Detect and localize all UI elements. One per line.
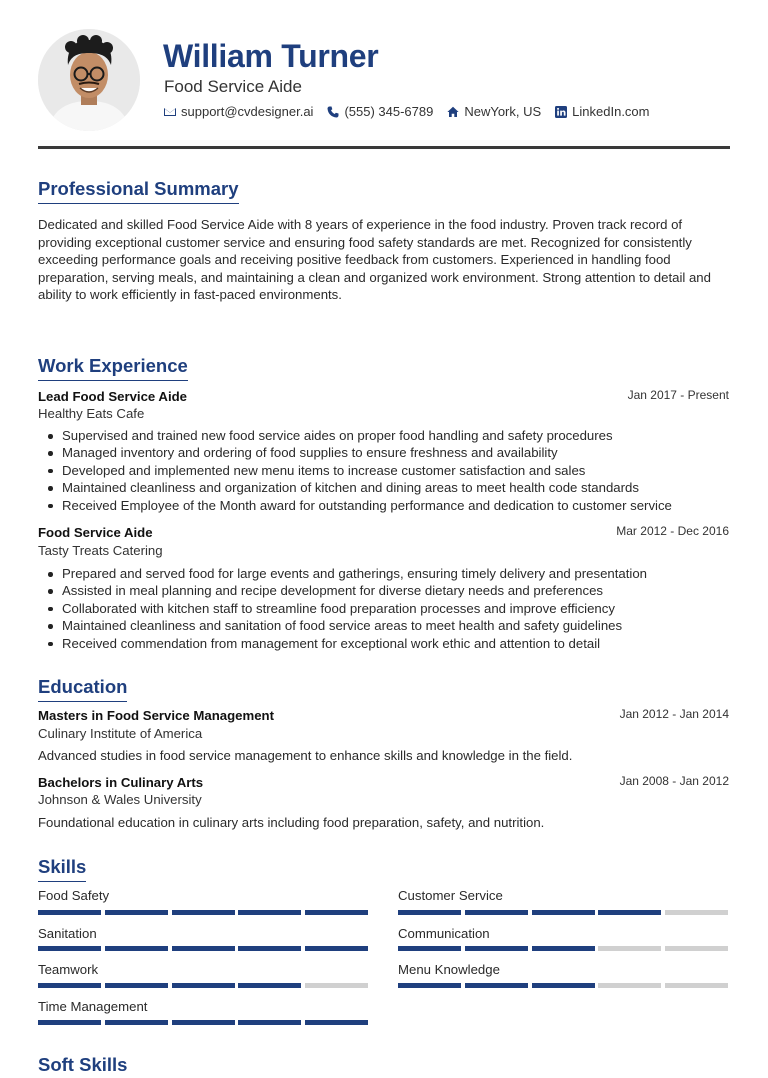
skill-level-segment bbox=[238, 983, 301, 988]
contact-location bbox=[447, 104, 541, 119]
skill-level-bar bbox=[38, 910, 368, 915]
linkedin-icon bbox=[555, 106, 567, 118]
skill-level-segment bbox=[665, 946, 728, 951]
skill-level-segment bbox=[105, 983, 168, 988]
skill-name: Sanitation bbox=[38, 926, 97, 941]
skill-name: Teamwork bbox=[38, 962, 99, 977]
summary-text: Dedicated and skilled Food Service Aide with 8 years of experience in the food industry. Proven track record of providing exceptional customer service and ensuring food safety standards are met. Recognized for consistently exceeding performance goals and receiving positive feedback from customers. Experienced in handling food preparation, serving meals, and maintaining a clean and organized work environment. Strong attention to detail and ability to work efficiently in fast-paced environments. bbox=[38, 217, 711, 303]
candidate-name: William Turner bbox=[163, 38, 379, 74]
skill-level-segment bbox=[598, 983, 661, 988]
skill-level-segment bbox=[665, 910, 728, 915]
degree-title: Bachelors in Culinary Arts bbox=[38, 775, 204, 790]
email-text: support@cvdesigner.ai bbox=[181, 104, 314, 119]
degree-dates: Jan 2012 - Jan 2014 bbox=[619, 707, 729, 721]
skill-level-segment bbox=[238, 1020, 301, 1025]
summary-heading: Professional Summary bbox=[38, 178, 239, 204]
skill-level-segment bbox=[172, 946, 235, 951]
school-name: Culinary Institute of America bbox=[38, 726, 203, 741]
phone-icon bbox=[327, 106, 339, 118]
skill-level-segment bbox=[172, 1020, 235, 1025]
skill-level-segment bbox=[172, 983, 235, 988]
skill-level-segment bbox=[238, 946, 301, 951]
list-item: Prepared and served food for large events and gatherings, ensuring timely delivery and presentation bbox=[38, 565, 730, 582]
skill-level-bar bbox=[398, 910, 728, 915]
list-item: Received commendation from management for exceptional work ethic and attention to detail bbox=[38, 635, 730, 652]
skill-level-segment bbox=[172, 910, 235, 915]
skill-level-segment bbox=[38, 946, 101, 951]
job-bullets bbox=[38, 427, 730, 514]
list-item: Maintained cleanliness and sanitation of food service areas to meet health and safety guidelines bbox=[38, 617, 730, 634]
job-dates: Jan 2017 - Present bbox=[627, 388, 729, 402]
envelope-icon bbox=[164, 106, 176, 118]
skill-name: Time Management bbox=[38, 999, 148, 1014]
skill-level-segment bbox=[465, 910, 528, 915]
job-title: Food Service Aide bbox=[38, 525, 153, 540]
skill-level-bar bbox=[38, 1020, 368, 1025]
job-bullets bbox=[38, 565, 730, 652]
list-item: Developed and implemented new menu items to increase customer satisfaction and sales bbox=[38, 462, 730, 479]
skill-level-segment bbox=[305, 1020, 368, 1025]
skill-level-segment bbox=[465, 983, 528, 988]
education-heading: Education bbox=[38, 676, 127, 702]
skill-level-segment bbox=[38, 983, 101, 988]
skill-level-segment bbox=[465, 946, 528, 951]
skill-level-segment bbox=[105, 946, 168, 951]
candidate-title: Food Service Aide bbox=[164, 77, 302, 96]
skill-level-bar bbox=[398, 983, 728, 988]
skill-level-segment bbox=[238, 910, 301, 915]
skill-level-segment bbox=[38, 910, 101, 915]
home-icon bbox=[447, 106, 459, 118]
person-avatar-icon bbox=[38, 29, 140, 131]
list-item: Collaborated with kitchen staff to streamline food preparation processes and improve efficiency bbox=[38, 600, 730, 617]
skill-name: Communication bbox=[398, 926, 490, 941]
degree-description: Foundational education in culinary arts including food preparation, safety, and nutrition. bbox=[38, 815, 545, 830]
list-item: Managed inventory and ordering of food supplies to ensure freshness and availability bbox=[38, 444, 730, 461]
skill-level-segment bbox=[398, 946, 461, 951]
skill-name: Customer Service bbox=[398, 888, 503, 903]
skill-level-segment bbox=[38, 1020, 101, 1025]
contact-email[interactable] bbox=[164, 104, 313, 119]
job-company: Healthy Eats Cafe bbox=[38, 406, 145, 421]
list-item: Maintained cleanliness and organization of kitchen and dining areas to meet health code standards bbox=[38, 479, 730, 496]
list-item: Supervised and trained new food service aides on proper food handling and safety procedures bbox=[38, 427, 730, 444]
skill-level-segment bbox=[598, 946, 661, 951]
skill-level-segment bbox=[398, 983, 461, 988]
skill-level-segment bbox=[105, 1020, 168, 1025]
contact-linkedin[interactable] bbox=[555, 104, 649, 119]
location-text: NewYork, US bbox=[464, 104, 542, 119]
skill-level-segment bbox=[598, 910, 661, 915]
degree-title: Masters in Food Service Management bbox=[38, 708, 274, 723]
skill-level-bar bbox=[38, 983, 368, 988]
skill-level-segment bbox=[305, 910, 368, 915]
profile-photo bbox=[38, 29, 140, 131]
degree-description: Advanced studies in food service management to enhance skills and knowledge in the field. bbox=[38, 748, 573, 763]
contact-phone[interactable] bbox=[327, 104, 433, 119]
contact-row bbox=[164, 104, 664, 119]
skills-heading: Skills bbox=[38, 856, 86, 882]
list-item: Assisted in meal planning and recipe development for diverse dietary needs and preferences bbox=[38, 582, 730, 599]
skill-level-segment bbox=[398, 910, 461, 915]
soft-skills-heading: Soft Skills bbox=[38, 1054, 127, 1078]
header-divider bbox=[38, 146, 730, 149]
job-dates: Mar 2012 - Dec 2016 bbox=[616, 524, 729, 538]
skill-level-segment bbox=[305, 946, 368, 951]
skill-level-segment bbox=[532, 983, 595, 988]
phone-text: (555) 345-6789 bbox=[344, 104, 434, 119]
skill-level-bar bbox=[38, 946, 368, 951]
skill-level-segment bbox=[305, 983, 368, 988]
list-item: Received Employee of the Month award for outstanding performance and dedication to customer service bbox=[38, 497, 730, 514]
resume-header bbox=[0, 0, 768, 150]
degree-dates: Jan 2008 - Jan 2012 bbox=[619, 774, 729, 788]
skill-level-segment bbox=[665, 983, 728, 988]
skill-level-segment bbox=[105, 910, 168, 915]
skill-level-bar bbox=[398, 946, 728, 951]
skill-name: Food Safety bbox=[38, 888, 110, 903]
skill-level-segment bbox=[532, 910, 595, 915]
job-title: Lead Food Service Aide bbox=[38, 389, 188, 404]
experience-heading: Work Experience bbox=[38, 355, 188, 381]
skill-level-segment bbox=[532, 946, 595, 951]
linkedin-text: LinkedIn.com bbox=[572, 104, 650, 119]
school-name: Johnson & Wales University bbox=[38, 792, 202, 807]
skill-name: Menu Knowledge bbox=[398, 962, 500, 977]
job-company: Tasty Treats Catering bbox=[38, 543, 163, 558]
